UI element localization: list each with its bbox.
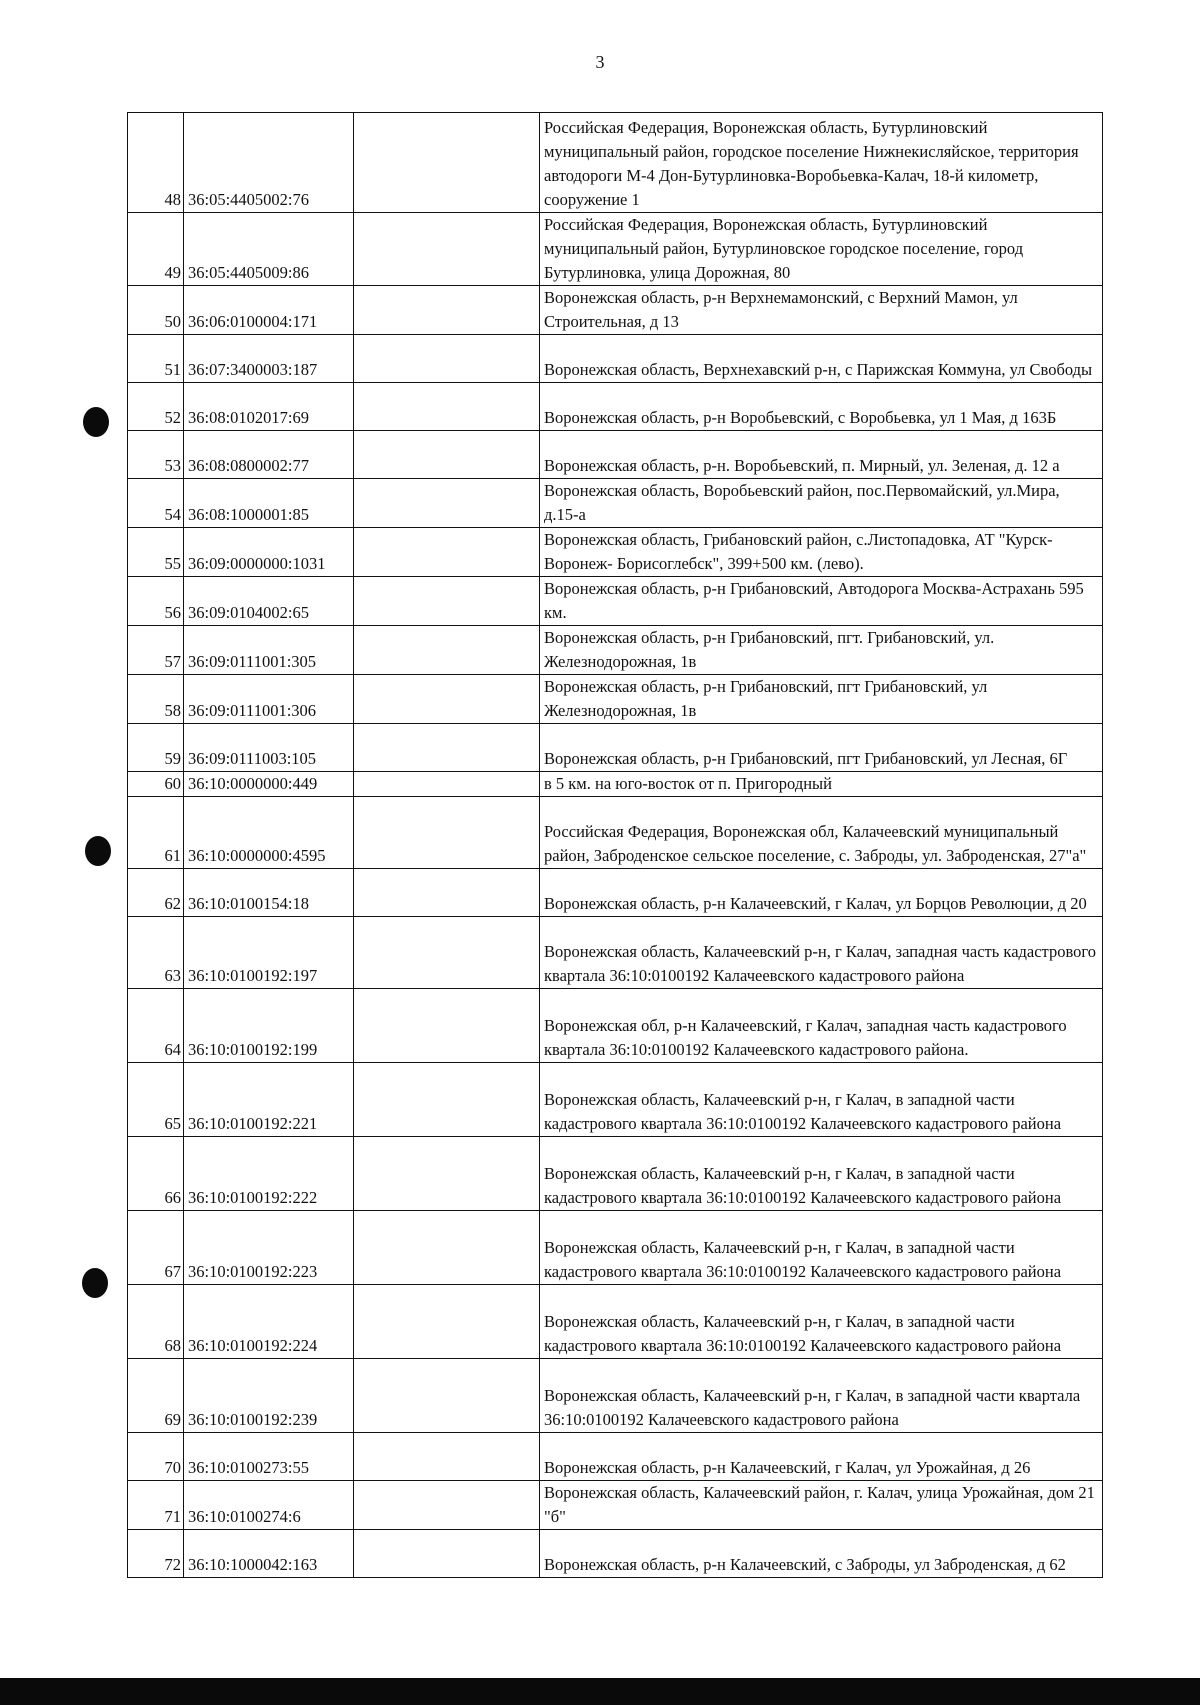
row-number: 65 — [128, 1063, 184, 1137]
row-number: 51 — [128, 335, 184, 383]
cadastral-number: 36:05:4405002:76 — [184, 113, 354, 213]
cadastral-number: 36:10:0100192:199 — [184, 989, 354, 1063]
table-row — [128, 1063, 1103, 1137]
row-number: 60 — [128, 772, 184, 797]
address: Воронежская область, р-н Калачеевский, г Калач, ул Урожайная, д 26 — [540, 1433, 1103, 1481]
table-row — [128, 286, 1103, 335]
row-number: 58 — [128, 675, 184, 724]
empty-cell — [354, 772, 540, 797]
empty-cell — [354, 626, 540, 675]
row-number: 61 — [128, 797, 184, 869]
cadastral-number: 36:07:3400003:187 — [184, 335, 354, 383]
address: Воронежская область, р-н Грибановский, пгт. Грибановский, ул. Железнодорожная, 1в — [540, 626, 1103, 675]
address: Воронежская область, р-н Грибановский, Автодорога Москва-Астрахань 595 км. — [540, 577, 1103, 626]
address: Воронежская область, Калачеевский р-н, г Калач, в западной части кадастрового квартала 36:10:0100192 Калачеевского кадастрового района — [540, 1063, 1103, 1137]
table-row — [128, 213, 1103, 286]
row-number: 72 — [128, 1530, 184, 1578]
empty-cell — [354, 528, 540, 577]
table-row — [128, 335, 1103, 383]
empty-cell — [354, 675, 540, 724]
cadastral-number: 36:09:0000000:1031 — [184, 528, 354, 577]
empty-cell — [354, 1063, 540, 1137]
address: Воронежская область, р-н Грибановский, пгт Грибановский, ул Железнодорожная, 1в — [540, 675, 1103, 724]
table-row — [128, 989, 1103, 1063]
table-row — [128, 1285, 1103, 1359]
cadastral-number: 36:09:0111003:105 — [184, 724, 354, 772]
empty-cell — [354, 797, 540, 869]
row-number: 67 — [128, 1211, 184, 1285]
table-row — [128, 724, 1103, 772]
table-row — [128, 917, 1103, 989]
cadastral-number: 36:10:0100192:223 — [184, 1211, 354, 1285]
scan-bottom-edge — [0, 1678, 1200, 1705]
punch-hole-1 — [83, 407, 109, 437]
table-row — [128, 869, 1103, 917]
empty-cell — [354, 1285, 540, 1359]
table-row — [128, 675, 1103, 724]
address: Воронежская область, р-н Верхнемамонский, с Верхний Мамон, ул Строительная, д 13 — [540, 286, 1103, 335]
table-row — [128, 797, 1103, 869]
address: Воронежская область, Калачеевский р-н, г Калач, в западной части кадастрового квартала 36:10:0100192 Калачеевского кадастрового района — [540, 1285, 1103, 1359]
cadastral-number: 36:10:0100192:197 — [184, 917, 354, 989]
address: Воронежская область, Верхнехавский р-н, с Парижская Коммуна, ул Свободы — [540, 335, 1103, 383]
address: Воронежская область, Воробьевский район, пос.Первомайский, ул.Мира, д.15-а — [540, 479, 1103, 528]
cadastral-number: 36:10:0100154:18 — [184, 869, 354, 917]
address: Воронежская область, Калачеевский р-н, г Калач, в западной части квартала 36:10:0100192 Калачеевского кадастрового района — [540, 1359, 1103, 1433]
address: Воронежская область, р-н. Воробьевский, п. Мирный, ул. Зеленая, д. 12 а — [540, 431, 1103, 479]
cadastral-number: 36:09:0111001:305 — [184, 626, 354, 675]
address: Воронежская обл, р-н Калачеевский, г Калач, западная часть кадастрового квартала 36:10:0100192 Калачеевского кадастрового района. — [540, 989, 1103, 1063]
table-row — [128, 1137, 1103, 1211]
cadastral-number: 36:10:0100192:224 — [184, 1285, 354, 1359]
row-number: 50 — [128, 286, 184, 335]
row-number: 63 — [128, 917, 184, 989]
cadastral-number: 36:05:4405009:86 — [184, 213, 354, 286]
address: Воронежская область, Калачеевский район, г. Калач, улица Урожайная, дом 21 "б" — [540, 1481, 1103, 1530]
address: Воронежская область, р-н Воробьевский, с Воробьевка, ул 1 Мая, д 163Б — [540, 383, 1103, 431]
cadastral-number: 36:10:1000042:163 — [184, 1530, 354, 1578]
row-number: 49 — [128, 213, 184, 286]
empty-cell — [354, 213, 540, 286]
empty-cell — [354, 335, 540, 383]
empty-cell — [354, 286, 540, 335]
cadastral-number: 36:08:0102017:69 — [184, 383, 354, 431]
empty-cell — [354, 479, 540, 528]
row-number: 57 — [128, 626, 184, 675]
row-number: 64 — [128, 989, 184, 1063]
row-number: 59 — [128, 724, 184, 772]
empty-cell — [354, 1211, 540, 1285]
cadastral-number: 36:10:0100273:55 — [184, 1433, 354, 1481]
registry-table — [127, 112, 1103, 1578]
empty-cell — [354, 431, 540, 479]
table-row — [128, 1359, 1103, 1433]
empty-cell — [354, 577, 540, 626]
row-number: 54 — [128, 479, 184, 528]
empty-cell — [354, 724, 540, 772]
address: Воронежская область, Калачеевский р-н, г Калач, в западной части кадастрового квартала 36:10:0100192 Калачеевского кадастрового района — [540, 1211, 1103, 1285]
table-row — [128, 772, 1103, 797]
row-number: 68 — [128, 1285, 184, 1359]
row-number: 52 — [128, 383, 184, 431]
empty-cell — [354, 1137, 540, 1211]
row-number: 62 — [128, 869, 184, 917]
cadastral-number: 36:06:0100004:171 — [184, 286, 354, 335]
empty-cell — [354, 1530, 540, 1578]
address: Российская Федерация, Воронежская область, Бутурлиновский муниципальный район, городское поселение Нижнекисляйское, территория автодороги М-4 Дон-Бутурлиновка-Воробьевка-Калач, 18-й километр, сооружение 1 — [540, 113, 1103, 213]
page-number: 3 — [595, 52, 605, 72]
address: Воронежская область, Калачеевский р-н, г Калач, в западной части кадастрового квартала 36:10:0100192 Калачеевского кадастрового района — [540, 1137, 1103, 1211]
cadastral-number: 36:10:0100274:6 — [184, 1481, 354, 1530]
address: Воронежская область, р-н Калачеевский, с Заброды, ул Заброденская, д 62 — [540, 1530, 1103, 1578]
row-number: 53 — [128, 431, 184, 479]
row-number: 48 — [128, 113, 184, 213]
table-row — [128, 383, 1103, 431]
cadastral-number: 36:10:0100192:239 — [184, 1359, 354, 1433]
address: Российская Федерация, Воронежская область, Бутурлиновский муниципальный район, Бутурлиновское городское поселение, город Бутурлиновка, улица Дорожная, 80 — [540, 213, 1103, 286]
table-row — [128, 113, 1103, 213]
empty-cell — [354, 1481, 540, 1530]
row-number: 69 — [128, 1359, 184, 1433]
cadastral-number: 36:09:0111001:306 — [184, 675, 354, 724]
cadastral-number: 36:09:0104002:65 — [184, 577, 354, 626]
address: Воронежская область, р-н Калачеевский, г Калач, ул Борцов Революции, д 20 — [540, 869, 1103, 917]
row-number: 71 — [128, 1481, 184, 1530]
table-row — [128, 528, 1103, 577]
table-row — [128, 1481, 1103, 1530]
row-number: 55 — [128, 528, 184, 577]
table-row — [128, 479, 1103, 528]
empty-cell — [354, 113, 540, 213]
row-number: 66 — [128, 1137, 184, 1211]
cadastral-number: 36:10:0100192:221 — [184, 1063, 354, 1137]
cadastral-number: 36:10:0100192:222 — [184, 1137, 354, 1211]
table-row — [128, 626, 1103, 675]
address: в 5 км. на юго-восток от п. Пригородный — [540, 772, 1103, 797]
empty-cell — [354, 917, 540, 989]
empty-cell — [354, 989, 540, 1063]
table-row — [128, 1211, 1103, 1285]
punch-hole-2 — [85, 836, 111, 866]
address: Воронежская область, р-н Грибановский, пгт Грибановский, ул Лесная, 6Г — [540, 724, 1103, 772]
cadastral-number: 36:08:1000001:85 — [184, 479, 354, 528]
table-row — [128, 1433, 1103, 1481]
address: Воронежская область, Грибановский район, с.Листопадовка, АТ "Курск-Воронеж- Борисоглебск", 399+500 км. (лево). — [540, 528, 1103, 577]
cadastral-number: 36:08:0800002:77 — [184, 431, 354, 479]
empty-cell — [354, 1433, 540, 1481]
empty-cell — [354, 383, 540, 431]
row-number: 70 — [128, 1433, 184, 1481]
address: Воронежская область, Калачеевский р-н, г Калач, западная часть кадастрового квартала 36:10:0100192 Калачеевского кадастрового района — [540, 917, 1103, 989]
row-number: 56 — [128, 577, 184, 626]
cadastral-number: 36:10:0000000:449 — [184, 772, 354, 797]
table-row — [128, 1530, 1103, 1578]
cadastral-number: 36:10:0000000:4595 — [184, 797, 354, 869]
table-row — [128, 577, 1103, 626]
punch-hole-3 — [82, 1268, 108, 1298]
table-row — [128, 431, 1103, 479]
empty-cell — [354, 1359, 540, 1433]
address: Российская Федерация, Воронежская обл, Калачеевский муниципальный район, Заброденское сельское поселение, с. Заброды, ул. Заброденская, 27"а" — [540, 797, 1103, 869]
empty-cell — [354, 869, 540, 917]
